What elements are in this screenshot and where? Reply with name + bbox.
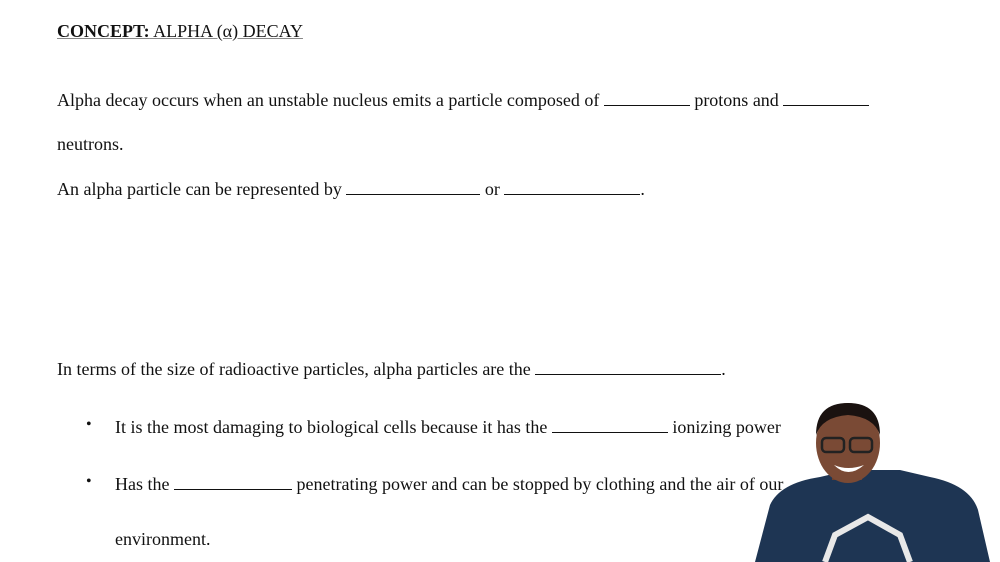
text: penetrating power and can be stopped by clothing and the air of our: [291, 474, 784, 494]
text: In terms of the size of radioactive particles, alpha particles are the: [57, 359, 536, 379]
title-rest: ALPHA (α) DECAY: [149, 21, 303, 41]
text: protons and: [689, 90, 784, 110]
blank-neutrons: [783, 89, 869, 106]
text-environment: environment.: [115, 529, 211, 549]
text: .: [640, 179, 645, 199]
sentence-alpha-composition: [57, 89, 869, 110]
blank-size: [535, 358, 721, 375]
text: An alpha particle can be represented by: [57, 179, 347, 199]
text: .: [721, 359, 726, 379]
presenter-video: [750, 395, 1000, 562]
bullet-ionizing: [115, 416, 781, 437]
text: Alpha decay occurs when an unstable nucleus emits a particle composed of: [57, 90, 604, 110]
blank-representation-2: [504, 178, 640, 195]
bullet-penetrating: [115, 473, 783, 494]
blank-protons: [604, 89, 690, 106]
blank-ionizing: [552, 416, 668, 433]
bullet-icon: •: [86, 473, 92, 490]
text-neutrons: neutrons.: [57, 134, 124, 154]
blank-penetrating: [174, 473, 292, 490]
text: or: [480, 179, 505, 199]
presenter-shirt: [755, 470, 990, 562]
bullet-icon: •: [86, 416, 92, 433]
page-title: [57, 21, 303, 41]
text: ionizing power: [667, 417, 781, 437]
sentence-representation: [57, 178, 645, 199]
title-bold: CONCEPT:: [57, 21, 150, 41]
text: It is the most damaging to biological cells because it has the: [115, 417, 552, 437]
blank-representation-1: [346, 178, 480, 195]
text: Has the: [115, 474, 174, 494]
sentence-size: [57, 358, 726, 379]
